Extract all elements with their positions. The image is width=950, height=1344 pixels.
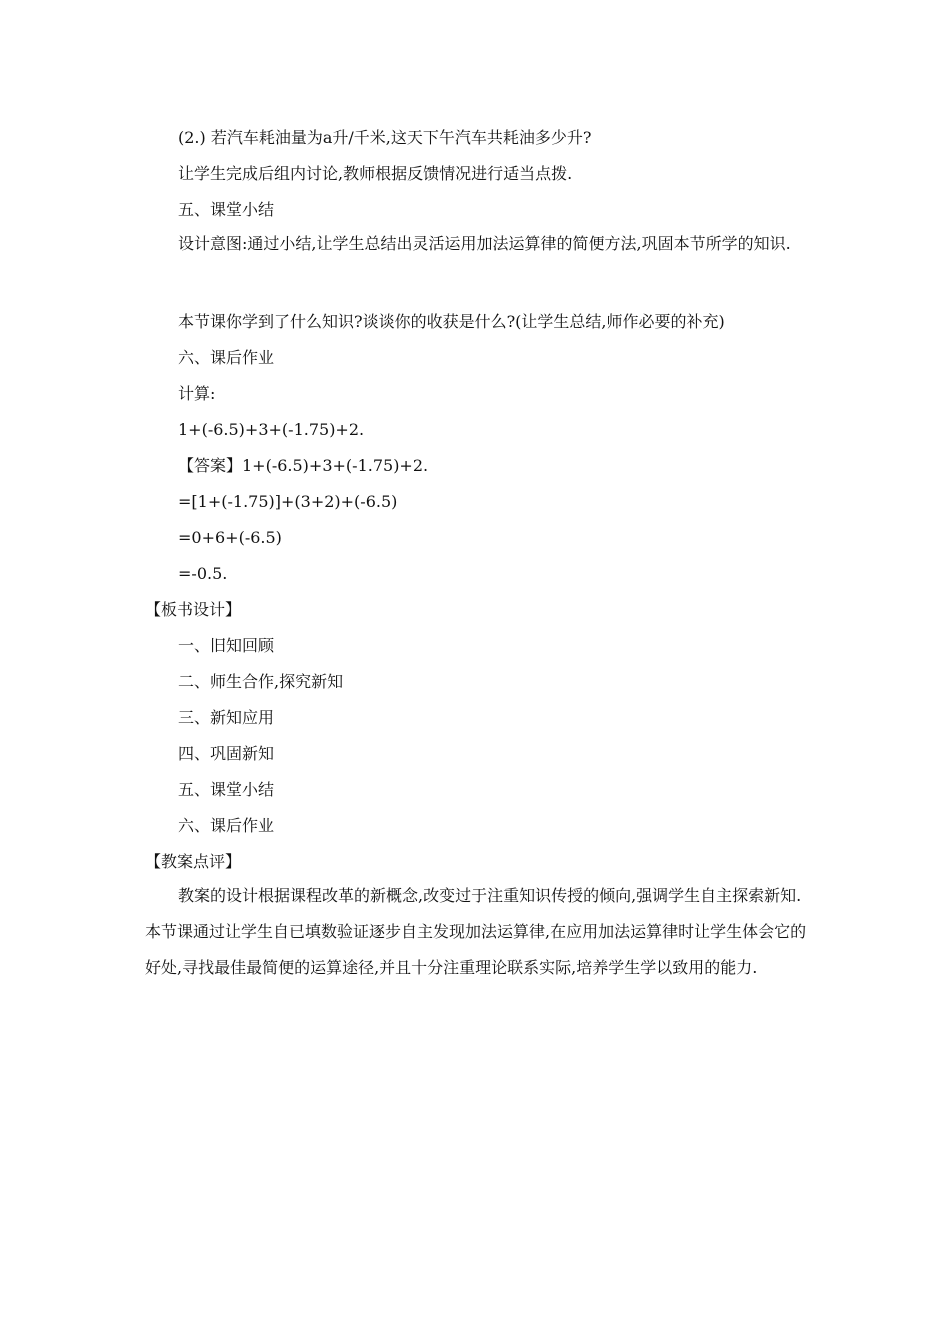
section-6-heading: 六、课后作业: [178, 348, 275, 367]
board-item: 六、课后作业: [178, 816, 275, 835]
board-item: 一、旧知回顾: [178, 636, 275, 655]
question-2: (2.) 若汽车耗油量为a升/千米,这天下午汽车共耗油多少升?: [178, 128, 592, 147]
solution-step-1: =[1+(-1.75)]+(3+2)+(-6.5): [178, 492, 398, 511]
solution-step-3: =-0.5.: [178, 564, 228, 583]
calc-label: 计算:: [178, 384, 216, 403]
design-intent-paragraph: 设计意图:通过小结,让学生总结出灵活运用加法运算律的简便方法,巩固本节所学的知识.: [178, 234, 791, 253]
discussion-note: 让学生完成后组内讨论,教师根据反馈情况进行适当点拨.: [178, 164, 573, 183]
lesson-review-paragraph: 教案的设计根据课程改革的新概念,改变过于注重知识传授的倾向,强调学生自主探索新知.本节课通过让学生自已填数验证逐步自主发现加法运算律,在应用加法运算律时让学生体会它的好处,寻找最佳最简便的运算途径,并且十分注重理论联系实际,培养学生学以致用的能力.: [145, 886, 807, 977]
section-5-heading: 五、课堂小结: [178, 200, 275, 219]
solution-step-2: =0+6+(-6.5): [178, 528, 282, 547]
board-item: 三、新知应用: [178, 708, 275, 727]
board-design-heading: 【板书设计】: [145, 600, 242, 619]
reflection-question: 本节课你学到了什么知识?谈谈你的收获是什么?(让学生总结,师作必要的补充): [178, 312, 725, 331]
board-item: 四、巩固新知: [178, 744, 275, 763]
answer-line: 【答案】1+(-6.5)+3+(-1.75)+2.: [178, 456, 429, 475]
lesson-review-heading: 【教案点评】: [145, 852, 242, 871]
board-item: 五、课堂小结: [178, 780, 275, 799]
problem-expression: 1+(-6.5)+3+(-1.75)+2.: [178, 420, 365, 439]
board-item: 二、师生合作,探究新知: [178, 672, 344, 691]
